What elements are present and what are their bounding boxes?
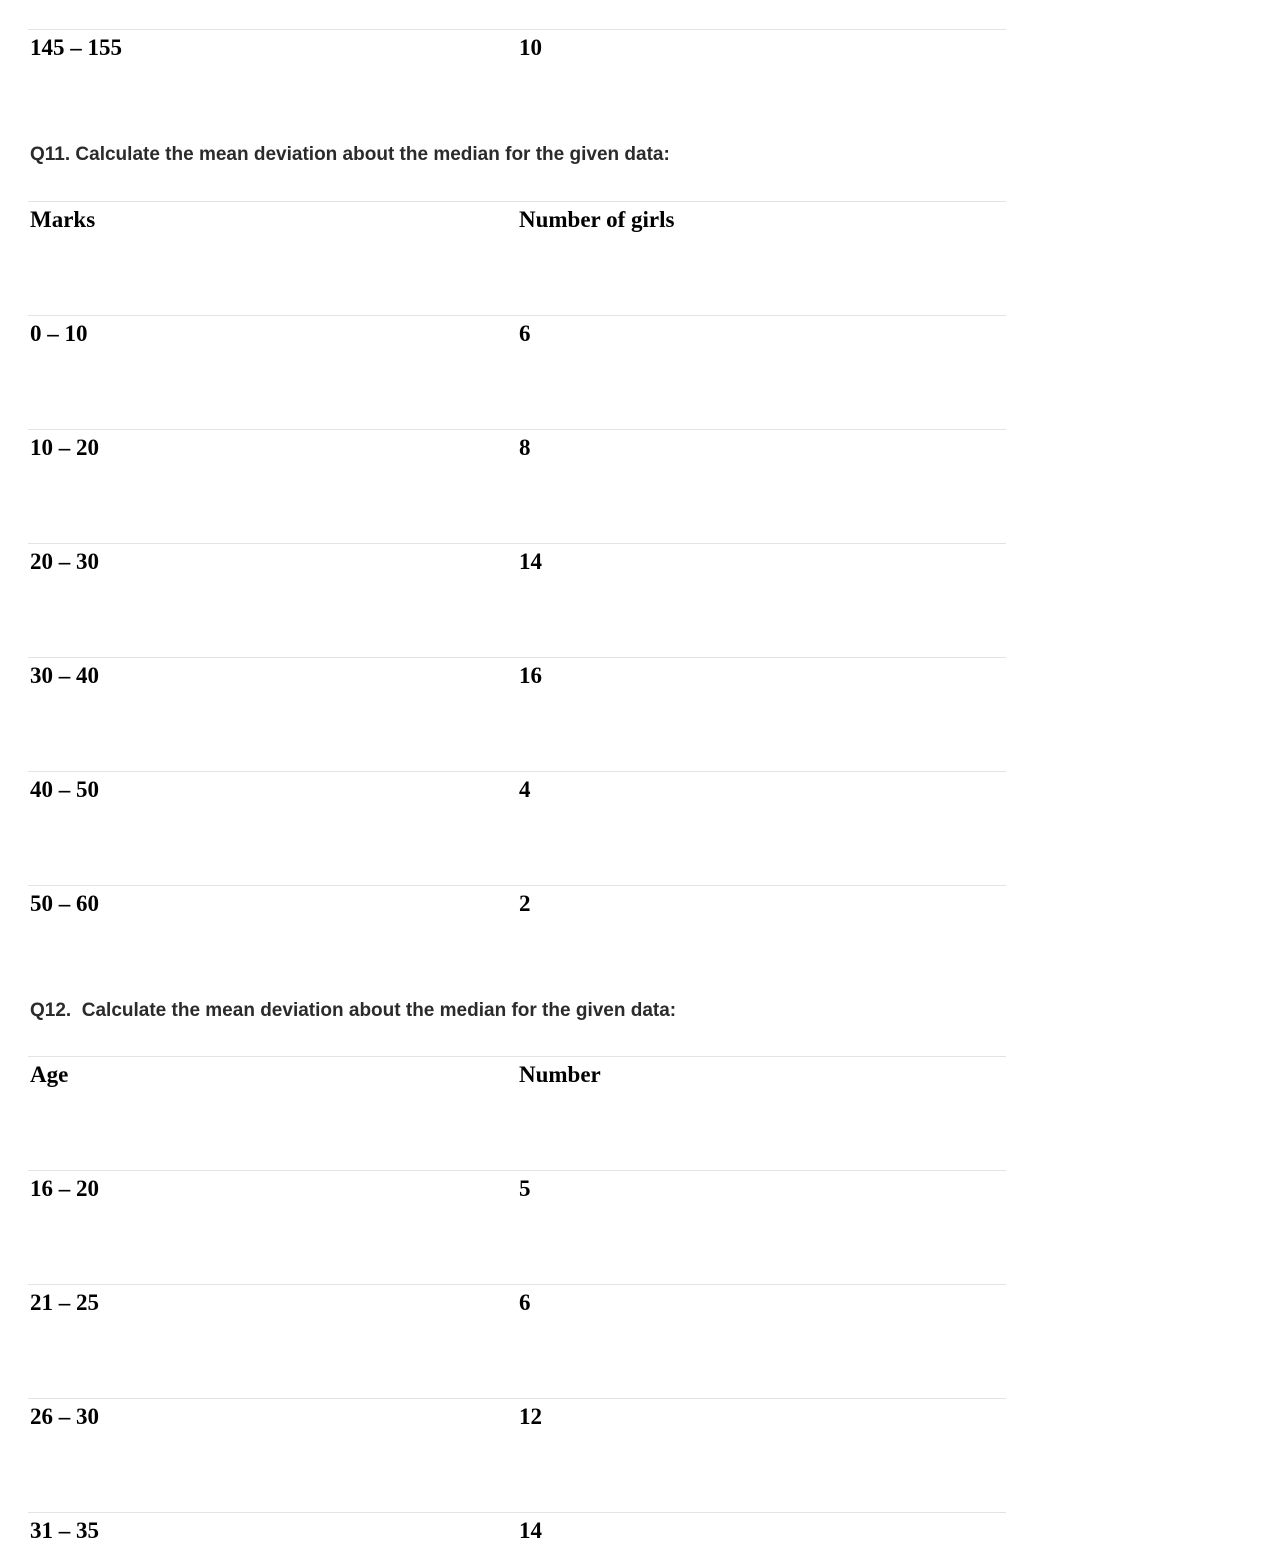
- table-row: [28, 315, 1006, 429]
- table-row: [28, 771, 1006, 885]
- q11-table: [28, 201, 1006, 999]
- class-interval-cell: 26 – 30: [30, 1404, 99, 1429]
- table-row: [28, 1170, 1006, 1284]
- table-row: [28, 657, 1006, 771]
- class-interval-cell: 40 – 50: [30, 777, 99, 802]
- table-header-row: [28, 1056, 1006, 1170]
- class-interval-cell: 16 – 20: [30, 1176, 99, 1201]
- frequency-cell: 4: [519, 777, 531, 802]
- class-interval-cell: 50 – 60: [30, 891, 99, 916]
- frequency-cell: 10: [519, 35, 542, 60]
- table-row: [28, 1512, 1006, 1543]
- column-header-number: Number: [519, 1062, 601, 1087]
- class-interval-cell: 0 – 10: [30, 321, 88, 346]
- column-header-age: Age: [30, 1062, 69, 1087]
- q12-table: [28, 1056, 1006, 1543]
- frequency-cell: 16: [519, 663, 542, 688]
- frequency-cell: 2: [519, 891, 531, 916]
- table-row: [28, 429, 1006, 543]
- column-header-marks: Marks: [30, 207, 96, 232]
- table-header-row: [28, 201, 1006, 315]
- table-row: [28, 1398, 1006, 1512]
- question-q11: Q11. Calculate the mean deviation about the median for the given data:: [30, 144, 670, 165]
- table-row: [28, 885, 1006, 999]
- class-interval-cell: 21 – 25: [30, 1290, 99, 1315]
- frequency-cell: 5: [519, 1176, 531, 1201]
- table-row: [28, 1284, 1006, 1398]
- column-header-number-of-girls: Number of girls: [519, 207, 675, 232]
- question-q12: Q12. Calculate the mean deviation about the median for the given data:: [30, 1000, 677, 1021]
- class-interval-cell: 20 – 30: [30, 549, 99, 574]
- frequency-cell: 6: [519, 1290, 531, 1315]
- frequency-cell: 14: [519, 549, 542, 574]
- class-interval-cell: 10 – 20: [30, 435, 99, 460]
- class-interval-cell: 30 – 40: [30, 663, 99, 688]
- class-interval-cell: 31 – 35: [30, 1518, 99, 1543]
- frequency-cell: 14: [519, 1518, 542, 1543]
- class-interval-cell: 145 – 155: [30, 35, 122, 60]
- table-row: [28, 543, 1006, 657]
- table-row: [28, 29, 1006, 143]
- frequency-cell: 8: [519, 435, 531, 460]
- frequency-cell: 6: [519, 321, 531, 346]
- frequency-cell: 12: [519, 1404, 542, 1429]
- previous-question-table: [28, 29, 1006, 143]
